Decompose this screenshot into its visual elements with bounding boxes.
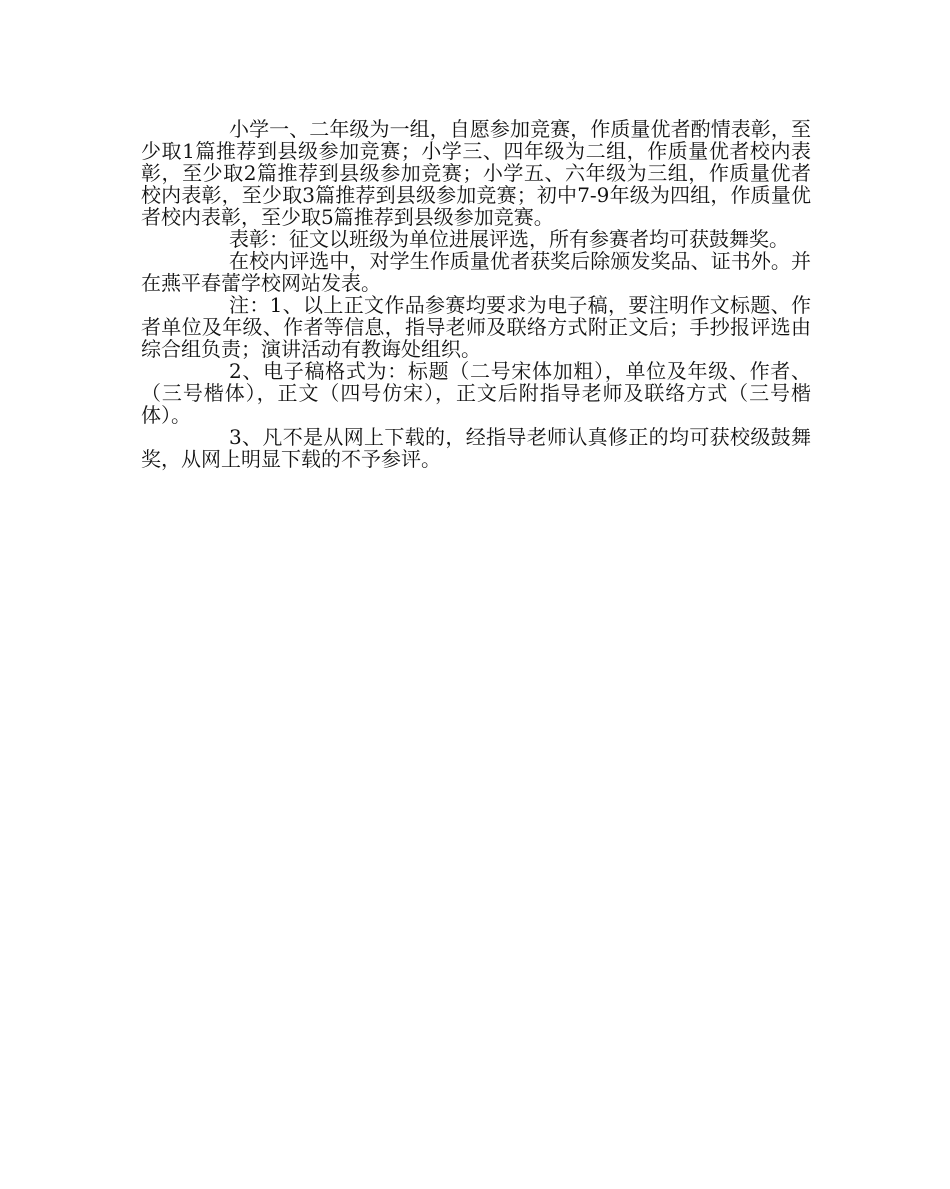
paragraph-commendation: 表彰：征文以班级为单位进展评选，所有参赛者均可获鼓舞奖。 bbox=[229, 227, 789, 251]
document-body bbox=[141, 118, 811, 470]
paragraph-note-3: 3、凡不是从网上下载的，经指导老师认真修正的均可获校级鼓舞奖，从网上明显下载的不予参评。 bbox=[141, 425, 811, 471]
paragraph-note-2: 2、电子稿格式为：标题（二号宋体加粗），单位及年级、作者、（三号楷体），正文（四号仿宋），正文后附指导老师及联络方式（三号楷体）。 bbox=[141, 359, 811, 427]
paragraph-grade-groups: 小学一、二年级为一组，自愿参加竞赛，作质量优者酌情表彰，至少取1篇推荐到县级参加竞赛；小学三、四年级为二组，作质量优者校内表彰，至少取2篇推荐到县级参加竞赛；小学五、六年级为三组，作质量优者校内表彰，至少取3篇推荐到县级参加竞赛；初中7-9年级为四组，作质量优者校内表彰，至少取5篇推荐到县级参加竞赛。 bbox=[141, 117, 811, 229]
paragraph-school-selection: 在校内评选中，对学生作质量优者获奖后除颁发奖品、证书外。并在燕平春蕾学校网站发表。 bbox=[141, 249, 811, 295]
paragraph-note-1: 注：1、以上正文作品参赛均要求为电子稿，要注明作文标题、作者单位及年级、作者等信息，指导老师及联络方式附正文后；手抄报评选由综合组负责；演讲活动有教诲处组织。 bbox=[141, 293, 811, 361]
